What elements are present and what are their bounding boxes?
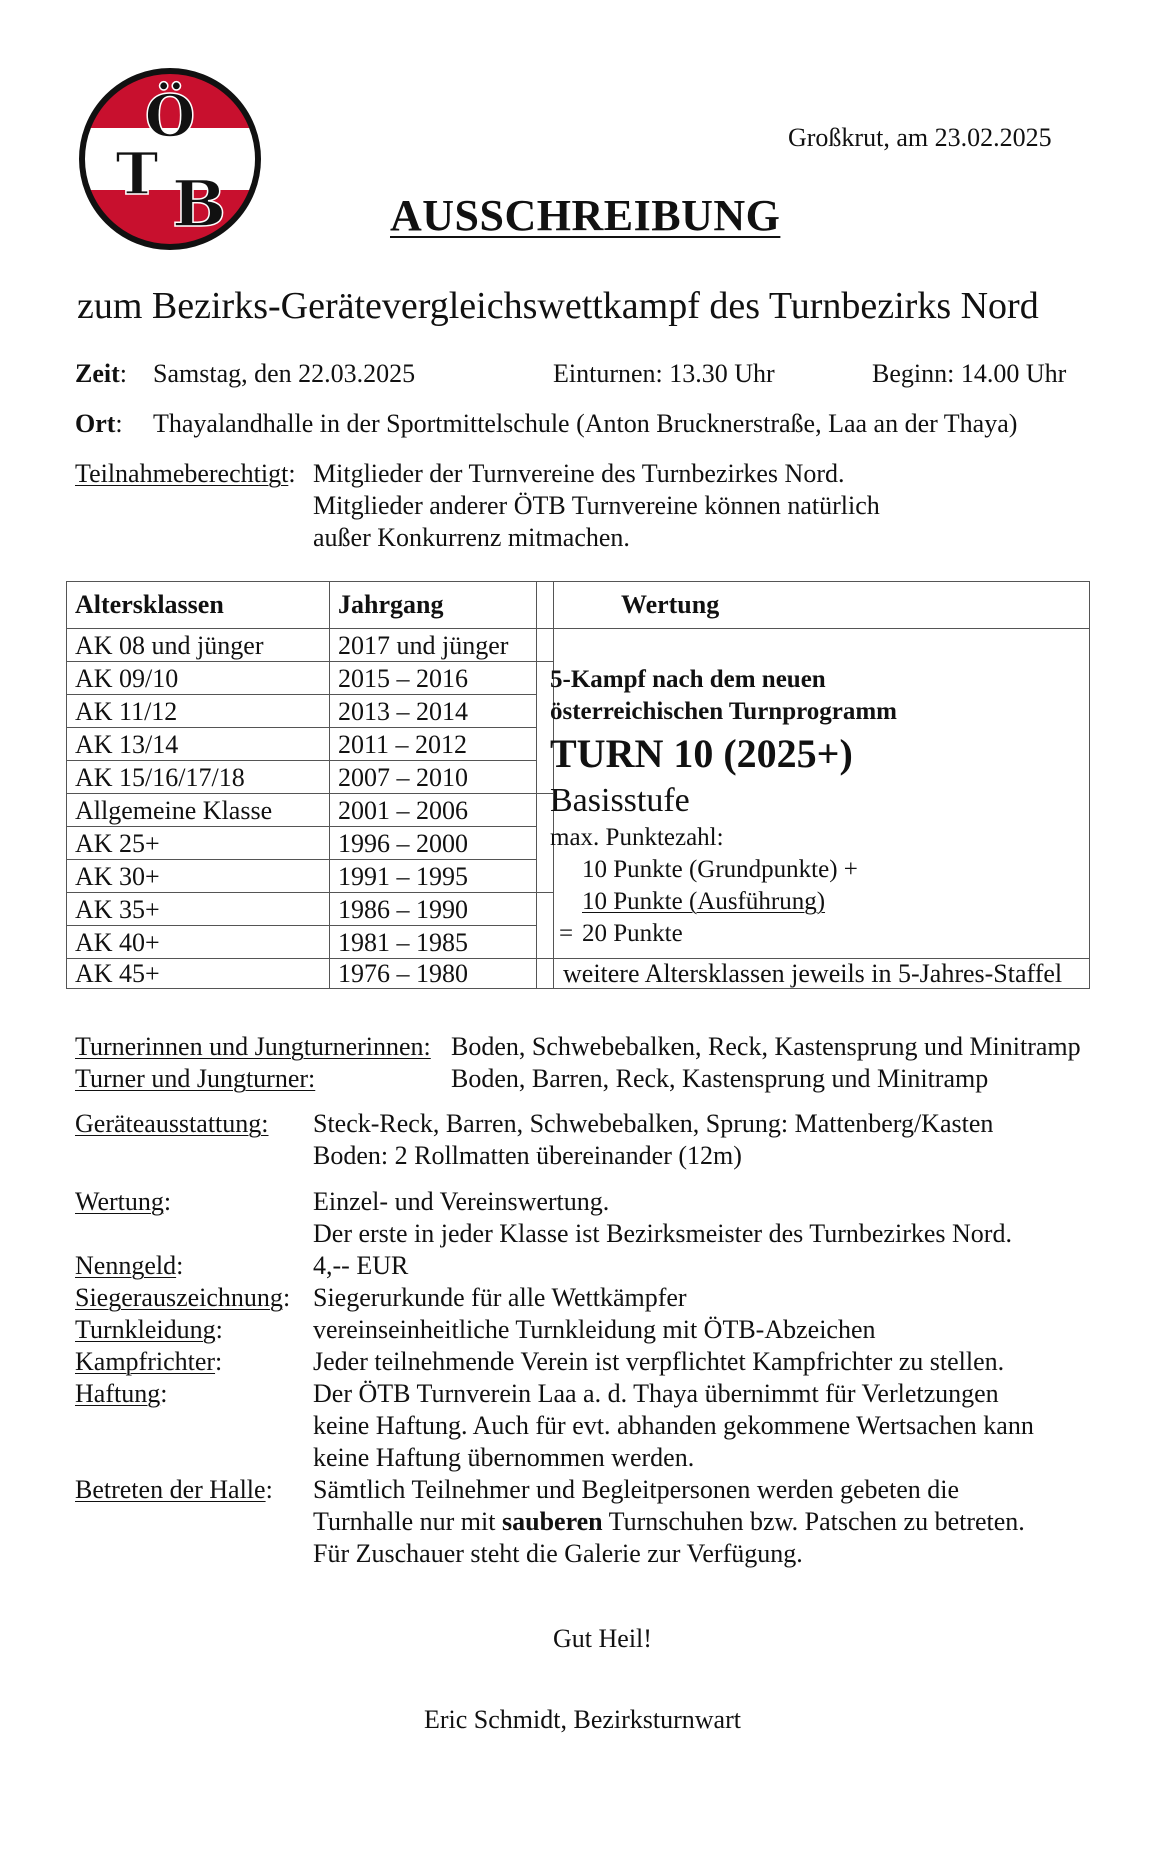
ak-cell: AK 09/10 bbox=[75, 664, 179, 693]
wertung-line-2: österreichischen Turnprogramm bbox=[550, 698, 897, 725]
ausstattung-line-1: Steck-Reck, Barren, Schwebebalken, Sprung: Mattenberg/Kasten bbox=[313, 1109, 994, 1138]
geraete-men-value: Boden, Barren, Reck, Kastensprung und Minitramp bbox=[451, 1064, 989, 1093]
haftung-line-3: keine Haftung übernommen werden. bbox=[313, 1443, 695, 1472]
jahrgang-cell: 1996 – 2000 bbox=[338, 829, 468, 858]
ak-cell: AK 15/16/17/18 bbox=[75, 763, 245, 792]
jahrgang-cell: 2001 – 2006 bbox=[338, 796, 468, 825]
teilnahme-line-1: Mitglieder der Turnvereine des Turnbezirkes Nord. bbox=[313, 459, 845, 488]
jahrgang-cell: 2013 – 2014 bbox=[338, 697, 468, 726]
ak-cell: AK 13/14 bbox=[75, 730, 179, 759]
halle-line-1: Sämtlich Teilnehmer und Begleitpersonen werden gebeten die bbox=[313, 1475, 960, 1504]
header-wertung: Wertung bbox=[621, 590, 720, 619]
turnkleidung-value: vereinseinheitliche Turnkleidung mit ÖTB-Abzeichen bbox=[313, 1315, 876, 1344]
jahrgang-cell: 2017 und jünger bbox=[338, 631, 509, 660]
ak-cell: AK 25+ bbox=[75, 829, 160, 858]
wertung-line-2: Der erste in jeder Klasse ist Bezirksmeister des Turnbezirkes Nord. bbox=[313, 1219, 1012, 1248]
jahrgang-cell: 2011 – 2012 bbox=[338, 730, 468, 759]
ort-label: Ort: bbox=[75, 409, 123, 438]
kampfrichter-value: Jeder teilnehmende Verein ist verpflichtet Kampfrichter zu stellen. bbox=[313, 1347, 1005, 1376]
nenngeld-label: Nenngeld: bbox=[75, 1251, 184, 1280]
zeit-einturnen: Einturnen: 13.30 Uhr bbox=[553, 359, 775, 388]
teilnahme-line-2: Mitglieder anderer ÖTB Turnvereine können natürlich bbox=[313, 491, 880, 520]
ausstattung-label: Geräteausstattung: bbox=[75, 1109, 269, 1138]
jahrgang-cell: 1976 – 1980 bbox=[338, 959, 468, 988]
signature: Eric Schmidt, Bezirksturnwart bbox=[424, 1705, 741, 1734]
wertung-total: = 20 Punkte bbox=[558, 920, 683, 947]
wertung-stufe: Basisstufe bbox=[550, 782, 690, 819]
ak-cell: AK 35+ bbox=[75, 895, 160, 924]
wertung-label: Wertung: bbox=[75, 1187, 172, 1216]
wertung-points-2: 10 Punkte (Ausführung) bbox=[582, 888, 826, 915]
zeit-label: Zeit: bbox=[75, 359, 127, 388]
logo-letter-b: B bbox=[171, 167, 227, 242]
closing-greeting: Gut Heil! bbox=[553, 1624, 652, 1653]
geraete-women-label: Turnerinnen und Jungturnerinnen: bbox=[75, 1032, 431, 1061]
turnkleidung-label: Turnkleidung: bbox=[75, 1315, 223, 1344]
jahrgang-cell: 1991 – 1995 bbox=[338, 862, 468, 891]
siegerauszeichnung-label: Siegerauszeichnung: bbox=[75, 1283, 291, 1312]
ak-cell: AK 45+ bbox=[75, 959, 160, 988]
oetb-logo bbox=[77, 66, 263, 252]
logo-letter-t: T bbox=[115, 140, 159, 208]
zeit-date: Samstag, den 22.03.2025 bbox=[153, 359, 416, 388]
wertung-points-1: 10 Punkte (Grundpunkte) + bbox=[582, 856, 858, 883]
header-altersklassen: Altersklassen bbox=[75, 590, 224, 619]
jahrgang-cell: 1986 – 1990 bbox=[338, 895, 468, 924]
ort-value: Thayalandhalle in der Sportmittelschule (Anton Brucknerstraße, Laa an der Thaya) bbox=[153, 409, 1018, 438]
ausstattung-line-2: Boden: 2 Rollmatten übereinander (12m) bbox=[313, 1141, 742, 1170]
document-title: AUSSCHREIBUNG bbox=[390, 191, 781, 240]
teilnahme-line-3: außer Konkurrenz mitmachen. bbox=[313, 523, 630, 552]
ak-cell: AK 30+ bbox=[75, 862, 160, 891]
jahrgang-cell: 2015 – 2016 bbox=[338, 664, 468, 693]
zeit-beginn: Beginn: 14.00 Uhr bbox=[872, 359, 1067, 388]
logo-letter-o: Ö bbox=[144, 82, 196, 150]
haftung-line-2: keine Haftung. Auch für evt. abhanden gekommene Wertsachen kann bbox=[313, 1411, 1034, 1440]
document-subtitle: zum Bezirks-Gerätevergleichswettkampf des Turnbezirks Nord bbox=[77, 285, 1039, 327]
kampfrichter-label: Kampfrichter: bbox=[75, 1347, 223, 1376]
place-date: Großkrut, am 23.02.2025 bbox=[788, 123, 1052, 152]
haftung-label: Haftung: bbox=[75, 1379, 168, 1408]
halle-line-2: Turnhalle nur mit sauberen Turnschuhen bzw. Patschen zu betreten. bbox=[313, 1507, 1025, 1536]
jahrgang-cell: 2007 – 2010 bbox=[338, 763, 468, 792]
wertung-block bbox=[550, 664, 897, 950]
geraete-men-label: Turner und Jungturner: bbox=[75, 1064, 316, 1093]
wertung-program: TURN 10 (2025+) bbox=[550, 731, 853, 776]
ak-cell: Allgemeine Klasse bbox=[75, 796, 273, 825]
halle-line-3: Für Zuschauer steht die Galerie zur Verfügung. bbox=[313, 1539, 803, 1568]
wertung-max: max. Punktezahl: bbox=[550, 824, 724, 851]
nenngeld-value: 4,-- EUR bbox=[313, 1251, 409, 1280]
siegerauszeichnung-value: Siegerurkunde für alle Wettkämpfer bbox=[313, 1283, 687, 1312]
ak-cell: AK 08 und jünger bbox=[75, 631, 264, 660]
header-jahrgang: Jahrgang bbox=[338, 590, 444, 619]
wertung-line-1: 5-Kampf nach dem neuen bbox=[550, 666, 826, 693]
ak-cell: AK 11/12 bbox=[75, 697, 178, 726]
jahrgang-cell: 1981 – 1985 bbox=[338, 928, 468, 957]
wertung-line-1: Einzel- und Vereinswertung. bbox=[313, 1187, 610, 1216]
haftung-line-1: Der ÖTB Turnverein Laa a. d. Thaya übernimmt für Verletzungen bbox=[313, 1379, 999, 1408]
ak-cell: AK 40+ bbox=[75, 928, 160, 957]
halle-label: Betreten der Halle: bbox=[75, 1475, 273, 1504]
wertung-footer: weitere Altersklassen jeweils in 5-Jahres-Staffel bbox=[563, 959, 1063, 988]
geraete-women-value: Boden, Schwebebalken, Reck, Kastensprung und Minitramp bbox=[451, 1032, 1081, 1061]
teilnahme-label: Teilnahmeberechtigt: bbox=[75, 459, 296, 488]
